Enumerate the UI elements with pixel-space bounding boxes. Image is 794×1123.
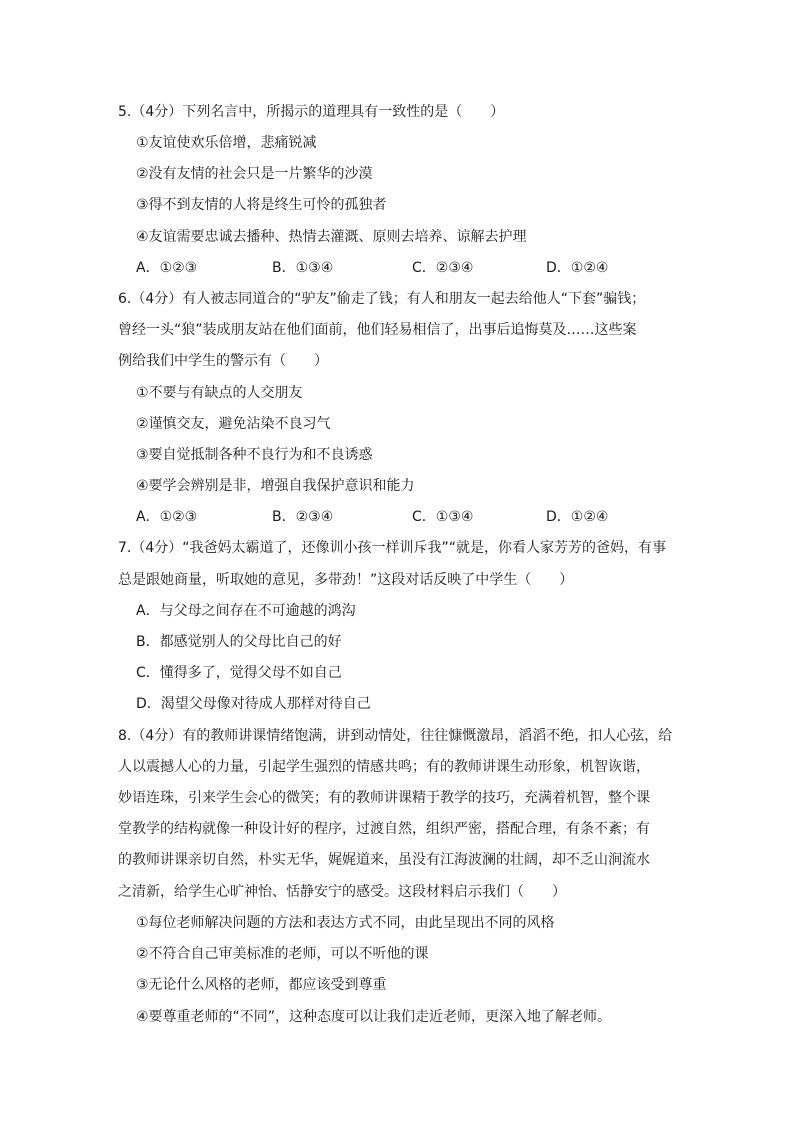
q5-option-c: C．②③④ [412, 260, 474, 276]
question-6-stem-line-1: 6.（4分）有人被志同道合的“驴友”偷走了钱；有人和朋友一起去给他人“下套”骗钱； [118, 291, 646, 307]
question-8-stem-line-5: 的教师讲课亲切自然，朴实无华，娓娓道来，虽没有江海波澜的壮阔，却不乏山涧流水 [118, 852, 650, 868]
q5-item-3: ③得不到友情的人将是终生可怜的孤独者 [136, 197, 387, 213]
q6-item-2: ②谨慎交友，避免沾染不良习气 [136, 416, 331, 432]
q8-item-3: ③无论什么风格的老师，都应该受到尊重 [136, 977, 387, 993]
question-8-stem-line-4: 堂教学的结构就像一种设计好的程序，过渡自然，组织严密，搭配合理，有条不紊；有 [118, 821, 650, 837]
q5-option-b: B．①③④ [272, 260, 334, 276]
question-8-stem-line-6: 之清新，给学生心旷神怡、恬静安宁的感受。这段材料启示我们（ ） [118, 884, 566, 900]
q6-item-3: ③要自觉抵制各种不良行为和不良诱惑 [136, 447, 373, 463]
q8-item-4: ④要尊重老师的“不同”，这种态度可以让我们走近老师，更深入地了解老师。 [136, 1009, 612, 1025]
question-7-stem-line-1: 7.（4分）“我爸妈太霸道了，还像训小孩一样训斥我”“就是，你看人家芳芳的爸妈，有事 [118, 540, 667, 556]
question-6-stem-line-2: 曾经一头“狼”装成朋友站在他们面前，他们轻易相信了，出事后追悔莫及……这些案 [118, 322, 637, 338]
q7-option-c: C．懂得多了，觉得父母不如自己 [136, 665, 342, 681]
question-8-stem-line-1: 8.（4分）有的教师讲课情绪饱满，讲到动情处，往往慷慨激昂，滔滔不绝，扣人心弦，给 [118, 728, 673, 744]
q5-item-4: ④友谊需要忠诚去播种、热情去灌溉、原则去培养、谅解去护理 [136, 229, 527, 245]
question-8-stem-line-2: 人以震撼人心的力量，引起学生强烈的情感共鸣；有的教师讲课生动形象，机智诙谐， [118, 759, 650, 775]
q6-option-c: C．①③④ [412, 509, 474, 525]
q6-option-b: B．②③④ [272, 509, 334, 525]
q6-option-a: A．①②③ [136, 509, 198, 525]
question-7-stem-line-2: 总是跟她商量，听取她的意见，多带劲！”这段对话反映了中学生（ ） [118, 572, 574, 588]
question-8-stem-line-3: 妙语连珠，引来学生会心的微笑；有的教师讲课精于教学的技巧，充满着机智，整个课 [118, 790, 650, 806]
q8-item-1: ①每位老师解决问题的方法和表达方式不同，由此呈现出不同的风格 [136, 915, 555, 931]
q5-option-d: D．①②④ [546, 260, 609, 276]
q8-item-2: ②不符合自己审美标准的老师，可以不听他的课 [136, 946, 429, 962]
q5-option-a: A．①②③ [136, 260, 198, 276]
question-6-stem-line-3: 例给我们中学生的警示有（ ） [118, 353, 328, 369]
q6-option-d: D．①②④ [546, 509, 609, 525]
q5-item-1: ①友谊使欢乐倍增，悲痛锐减 [136, 135, 317, 151]
q7-option-d: D．渴望父母像对待成人那样对待自己 [136, 696, 371, 712]
question-5-stem: 5.（4分）下列名言中，所揭示的道理具有一致性的是（ ） [118, 104, 505, 120]
q6-item-1: ①不要与有缺点的人交朋友 [136, 385, 303, 401]
q6-item-4: ④要学会辨别是非，增强自我保护意识和能力 [136, 478, 415, 494]
q7-option-a: A．与父母之间存在不可逾越的鸿沟 [136, 603, 356, 619]
q5-item-2: ②没有友情的社会只是一片繁华的沙漠 [136, 166, 373, 182]
q7-option-b: B．都感觉别人的父母比自己的好 [136, 634, 342, 650]
